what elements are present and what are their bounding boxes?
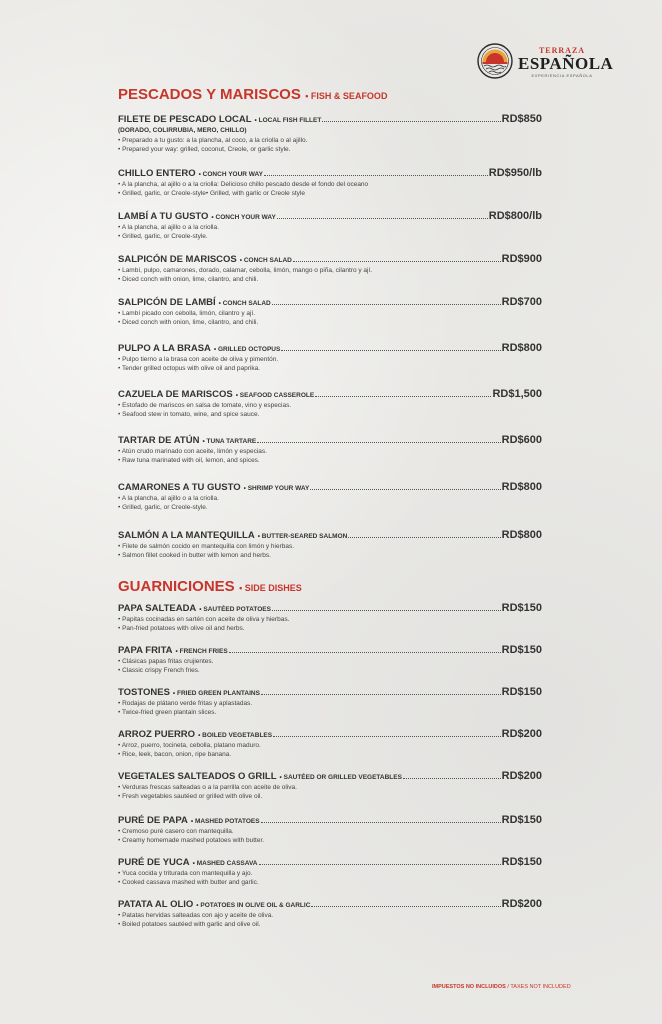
menu-item-header: [118, 814, 542, 827]
menu-item-header: [118, 388, 542, 401]
menu-item-description: • Diced conch with onion, lime, cilantro, and chili.: [118, 319, 259, 327]
leader-dots: [273, 736, 501, 737]
menu-item: [118, 898, 542, 930]
leader-dots: [261, 694, 501, 695]
menu-item-description: • Grilled, garlic, or Creole-style.: [118, 504, 208, 512]
menu-item-price: RD$150: [501, 686, 542, 698]
brand-logo: [476, 42, 614, 86]
tax-notice: [432, 984, 571, 990]
menu-item-english-name: • MASHED POTATOES: [190, 818, 260, 825]
menu-item-description: • A la plancha, al ajillo o a la criolla.: [118, 224, 219, 231]
menu-item-header: [118, 167, 542, 180]
menu-item: [118, 481, 542, 513]
menu-item-description: • Clásicas papas fritas crujientes.: [118, 658, 214, 665]
section-title-en: • FISH & SEAFOOD: [305, 91, 388, 101]
menu-item: [118, 434, 542, 466]
brand-line1: TERRAZA: [538, 46, 586, 55]
menu-item-name: PURÉ DE PAPA: [118, 815, 188, 826]
menu-item-name: SALPICÓN DE MARISCOS: [118, 254, 237, 265]
menu-item-english-name: • CONCH YOUR WAY: [211, 214, 276, 221]
menu-item-price: RD$800/lb: [488, 210, 542, 222]
menu-item: [118, 814, 542, 846]
menu-item: [118, 856, 542, 888]
menu-item: [118, 602, 542, 634]
menu-item-description: • Atún crudo marinado con aceite, limón y especias.: [118, 448, 267, 455]
leader-dots: [264, 175, 488, 176]
menu-item-header: [118, 529, 542, 542]
sun-emblem-icon: [476, 42, 514, 80]
menu-item-description: • Pulpo tierno a la brasa con aceite de oliva y pimentón.: [118, 356, 279, 363]
menu-item: [118, 728, 542, 760]
leader-dots: [322, 121, 500, 122]
menu-item-name: SALPICÓN DE LAMBÍ: [118, 297, 216, 308]
menu-item-header: [118, 253, 542, 266]
menu-item-price: RD$700: [501, 296, 542, 308]
menu-item-price: RD$1,500: [492, 388, 542, 400]
menu-item-header: [118, 898, 542, 911]
menu-item-price: RD$800: [501, 342, 542, 354]
menu-item-name: VEGETALES SALTEADOS O GRILL: [118, 771, 277, 782]
tax-notice-en: TAXES NOT INCLUDED: [510, 984, 571, 990]
brand-wordmark: [518, 46, 614, 78]
menu-item-english-name: • SAUTÉED OR GRILLED VEGETABLES: [279, 774, 402, 781]
menu-item: [118, 296, 542, 328]
menu-item-name: PAPA SALTEADA: [118, 603, 197, 614]
leader-dots: [272, 304, 501, 305]
menu-item-price: RD$200: [501, 728, 542, 740]
menu-item-name: PATATA AL OLIO: [118, 899, 194, 910]
menu-item-price: RD$150: [501, 602, 542, 614]
menu-item-description: • Boiled potatoes sautéed with garlic and olive oil.: [118, 921, 261, 929]
menu-item-description: • Prepared your way: grilled, coconut, Creole, or garlic style.: [118, 146, 291, 154]
menu-item-description: • Seafood stew in tomato, wine, and spice sauce.: [118, 411, 260, 419]
menu-item-name: CAZUELA DE MARISCOS: [118, 389, 233, 400]
menu-item-name: TOSTONES: [118, 687, 170, 698]
menu-item: [118, 644, 542, 676]
leader-dots: [293, 261, 501, 262]
menu-item-description: • Estofado de mariscos en salsa de tomate, vino y especias.: [118, 402, 292, 409]
menu-item-name: LAMBÍ A TU GUSTO: [118, 211, 209, 222]
menu-item: [118, 770, 542, 802]
menu-item-header: [118, 728, 542, 741]
menu-item-english-name: • TUNA TARTARE: [202, 438, 257, 445]
menu-item-name: TARTAR DE ATÚN: [118, 435, 200, 446]
menu-item-price: RD$150: [501, 856, 542, 868]
section-title-es: GUARNICIONES: [118, 578, 235, 595]
menu-item-price: RD$150: [501, 644, 542, 656]
menu-item-description: • Raw tuna marinated with oil, lemon, and spices.: [118, 457, 260, 465]
menu-item: [118, 686, 542, 718]
leader-dots: [277, 218, 488, 219]
menu-item-header: [118, 210, 542, 223]
section-title-es: PESCADOS Y MARISCOS: [118, 86, 301, 103]
menu-item-description: • Grilled, garlic, or Creole-style.: [118, 233, 208, 241]
brand-line2: ESPAÑOLA: [518, 54, 614, 73]
menu-item-description: • Rodajas de plátano verde fritas y aplastadas.: [118, 700, 253, 707]
menu-item-description: • Verduras frescas salteadas o a la parrilla con aceite de oliva.: [118, 784, 297, 791]
menu-item-english-name: • SEAFOOD CASSEROLE: [235, 392, 315, 399]
menu-item-english-name: • GRILLED OCTOPUS: [213, 346, 281, 353]
menu-item-header: [118, 686, 542, 699]
menu-item-varieties: (DORADO, COLIRRUBIA, MERO, CHILLO): [118, 127, 247, 134]
menu-item-description: • Creamy homemade mashed potatoes with butter.: [118, 837, 265, 845]
menu-item-price: RD$900: [501, 253, 542, 265]
menu-item-english-name: • LOCAL FISH FILLET: [254, 117, 322, 124]
menu-item: [118, 253, 542, 285]
menu-item-description: • A la plancha, al ajillo o a la criolla: Delicioso chillo pescado desde el fondo del oceano: [118, 181, 369, 188]
leader-dots: [403, 778, 501, 779]
leader-dots: [272, 610, 501, 611]
menu-item-price: RD$800: [501, 481, 542, 493]
menu-item-english-name: • BOILED VEGETABLES: [198, 732, 273, 739]
menu-item-english-name: • MASHED CASSAVA: [192, 860, 258, 867]
menu-item-header: [118, 856, 542, 869]
menu-item-description: • Lambí picado con cebolla, limón, cilantro y ají.: [118, 310, 256, 317]
menu-item-header: [118, 434, 542, 447]
leader-dots: [229, 652, 501, 653]
menu-item-header: [118, 342, 542, 355]
menu-item-header: [118, 113, 542, 126]
menu-item: [118, 167, 542, 199]
menu-item-header: [118, 770, 542, 783]
tax-notice-es: IMPUESTOS NO INCLUIDOS: [432, 984, 506, 990]
menu-item-price: RD$950/lb: [488, 167, 542, 179]
menu-item-description: • Diced conch with onion, lime, cilantro, and chili.: [118, 276, 259, 284]
menu-item-english-name: • SHRIMP YOUR WAY: [243, 485, 310, 492]
menu-item-name: PULPO A LA BRASA: [118, 343, 211, 354]
menu-item-description: • A la plancha, al ajillo o a la criolla.: [118, 495, 219, 502]
leader-dots: [315, 396, 491, 397]
menu-item-description: • Yuca cocida y triturada con mantequilla y ajo.: [118, 870, 253, 877]
leader-dots: [281, 350, 500, 351]
menu-item-english-name: • CONCH YOUR WAY: [198, 171, 263, 178]
menu-item-english-name: • FRIED GREEN PLANTAINS: [172, 690, 260, 697]
menu-item-description: • Grilled, garlic, or Creole-style• Grilled, with garlic or Creole style: [118, 190, 305, 198]
menu-item-description: • Rice, leek, bacon, onion, ripe banana.: [118, 751, 232, 759]
menu-item-name: PURÉ DE YUCA: [118, 857, 190, 868]
menu-item-description: • Twice-fried green plantain slices.: [118, 709, 217, 717]
leader-dots: [257, 442, 500, 443]
menu-item-name: FILETE DE PESCADO LOCAL: [118, 114, 252, 125]
menu-item-description: • Cooked cassava mashed with butter and garlic.: [118, 879, 259, 887]
leader-dots: [259, 864, 501, 865]
menu-item-name: CHILLO ENTERO: [118, 168, 196, 179]
menu-item-price: RD$150: [501, 814, 542, 826]
menu-item-english-name: • FRENCH FRIES: [175, 648, 228, 655]
menu-item-english-name: • POTATOES IN OLIVE OIL & GARLIC: [196, 902, 311, 909]
menu-item-english-name: • CONCH SALAD: [218, 300, 271, 307]
section-title: [118, 578, 302, 597]
section-title-en: • SIDE DISHES: [239, 583, 302, 593]
menu-item-english-name: • BUTTER-SEARED SALMON: [257, 533, 348, 540]
menu-item-description: • Patatas hervidas salteadas con ajo y aceite de oliva.: [118, 912, 274, 919]
menu-item-price: RD$850: [501, 113, 542, 125]
section-title: [118, 86, 387, 105]
tax-notice-separator: /: [505, 984, 511, 990]
menu-item-english-name: • SAUTÉED POTATOES: [199, 606, 271, 613]
menu-item-name: PAPA FRITA: [118, 645, 173, 656]
leader-dots: [261, 822, 501, 823]
menu-item-name: CAMARONES A TU GUSTO: [118, 482, 241, 493]
menu-item-description: • Lambí, pulpo, camarones, dorado, calamar, cebolla, limón, mango o piña, cilantro y ají.: [118, 267, 373, 274]
menu-item-description: • Fresh vegetables sautéed or grilled with olive oil.: [118, 793, 263, 801]
brand-tagline: EXPERIENCIA ESPAÑOLA: [531, 73, 593, 78]
menu-item-header: [118, 296, 542, 309]
leader-dots: [311, 906, 500, 907]
menu-item-description: • Preparado a tu gusto: a la plancha, al coco, a la criolla o al ajillo.: [118, 137, 308, 144]
menu-item-price: RD$200: [501, 898, 542, 910]
menu-item: [118, 529, 542, 561]
menu-item: [118, 210, 542, 242]
menu-item: [118, 342, 542, 374]
menu-item-header: [118, 481, 542, 494]
menu-item-description: • Tender grilled octopus with olive oil and paprika.: [118, 365, 260, 373]
menu-item-english-name: • CONCH SALAD: [239, 257, 292, 264]
leader-dots: [310, 489, 500, 490]
menu-item-header: [118, 602, 542, 615]
menu-item-price: RD$800: [501, 529, 542, 541]
leader-dots: [348, 537, 500, 538]
menu-item-price: RD$200: [501, 770, 542, 782]
menu-item-description: • Filete de salmón cocido en mantequilla con limón y hierbas.: [118, 543, 295, 550]
menu-item-description: • Pan-fried potatoes with olive oil and herbs.: [118, 625, 245, 633]
menu-item-name: ARROZ PUERRO: [118, 729, 196, 740]
menu-item-description: • Classic crispy French fries.: [118, 667, 200, 675]
menu-item: [118, 388, 542, 420]
menu-item-header: [118, 644, 542, 657]
menu-item-description: • Cremoso puré casero con mantequilla.: [118, 828, 234, 835]
menu-item: [118, 113, 542, 155]
menu-item-name: SALMÓN A LA MANTEQUILLA: [118, 530, 255, 541]
menu-item-price: RD$600: [501, 434, 542, 446]
menu-item-description: • Papitas cocinadas en sartén con aceite de oliva y hierbas.: [118, 616, 290, 623]
menu-item-description: • Salmon fillet cooked in butter with lemon and herbs.: [118, 552, 271, 560]
menu-item-description: • Arroz, puerro, tocineta, cebolla, platano maduro.: [118, 742, 261, 749]
